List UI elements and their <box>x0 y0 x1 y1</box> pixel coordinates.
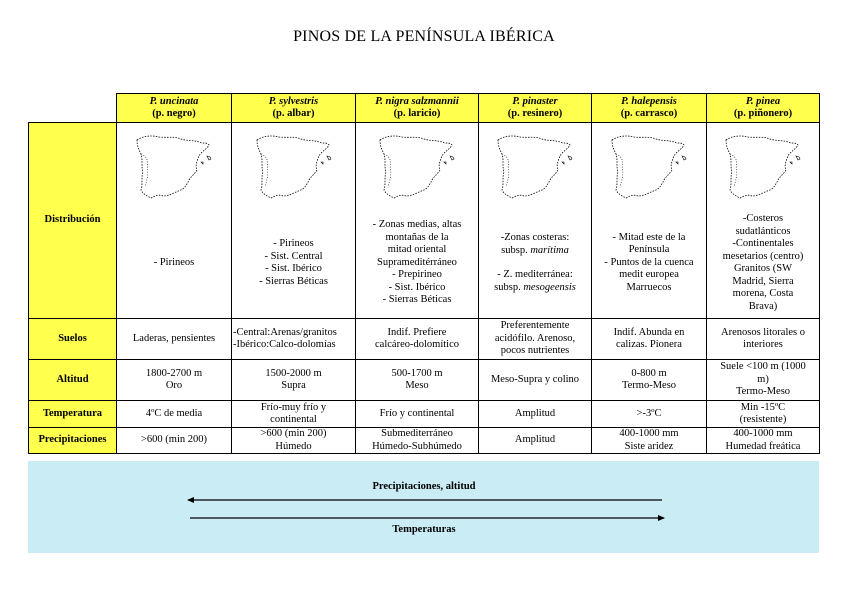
text-line: calcáreo-dolomítico <box>375 339 459 350</box>
text-line: - Sist. Ibérico <box>265 263 322 274</box>
text-line: Humedad freática <box>725 440 801 452</box>
text-line: -Ibérico:Calco-dolomías <box>233 339 336 350</box>
species-latin: P. sylvestris <box>268 95 319 107</box>
text-line: Arenosos litorales o <box>721 326 805 338</box>
text-line: Meso-Supra y colino <box>490 373 580 385</box>
text-line: Indif. Abunda en <box>613 326 685 338</box>
text-line: >-3ºC <box>636 407 662 419</box>
text-line: 4ºC de media <box>145 407 203 419</box>
text-line: - Pirineos <box>273 238 314 249</box>
text-line: morena, Costa <box>732 288 794 299</box>
text-line: Brava) <box>748 300 778 312</box>
text-line: - Sierras Béticas <box>382 294 452 306</box>
text-line: Amplitud <box>514 434 556 446</box>
text-line: Termo-Meso <box>735 386 791 398</box>
text-line: 400-1000 mm <box>733 428 793 439</box>
species-latin: P. pinea <box>745 95 781 107</box>
text-line: Meso <box>405 380 429 391</box>
text-line: Submediterráneo <box>381 428 453 439</box>
text-line: 1500-2000 m <box>265 367 322 379</box>
species-latin: P. nigra salzmannii <box>375 95 459 107</box>
text-line: Frío y continental <box>379 407 455 419</box>
text-line: 1800-2700 m <box>145 367 203 379</box>
text-line: montañas de la <box>385 231 449 243</box>
text-line: Madrid, Sierra <box>732 275 794 287</box>
text-line: Suprameditérráneo <box>377 256 457 268</box>
species-latin: P. halepensis <box>621 95 677 107</box>
text-line: 0-800 m <box>631 367 667 379</box>
gradient-bottom-label: Temperaturas <box>392 524 456 535</box>
text-line: calizas. Pionera <box>616 339 682 350</box>
text-line: Oro <box>165 380 183 391</box>
text-fragment: subsp. <box>494 281 524 293</box>
text-line: Indif. Prefiere <box>387 326 447 338</box>
text-line: Marruecos <box>626 281 672 293</box>
row-label-temperatura: Temperatura <box>29 401 117 428</box>
row-label-distribucion: Distribución <box>29 123 117 319</box>
text-line: >600 (min 200) <box>141 434 207 446</box>
gradient-top-label: Precipitaciones, altitud <box>372 481 476 492</box>
text-line: medit europea <box>619 269 679 281</box>
text-line: -Continentales <box>732 238 794 249</box>
text-line: Península <box>628 244 670 256</box>
text-line: - Puntos de la cuenca <box>604 256 694 268</box>
text-line: interiores <box>743 339 783 350</box>
text-line: Supra <box>281 380 306 391</box>
species-latin: P. uncinata <box>149 95 199 107</box>
species-latin: P. pinaster <box>512 95 558 107</box>
text-line: 400-1000 mm <box>619 428 679 439</box>
text-line: - Pirineos <box>153 256 195 268</box>
text-line: -Zonas costeras: <box>500 232 570 243</box>
text-line: Termo-Meso <box>621 380 677 391</box>
text-line: Min -15ºC <box>740 401 786 413</box>
text-line: Granitos (SW <box>733 263 793 274</box>
subspecies-name: marítima <box>530 244 569 256</box>
row-label-precipitaciones: Precipitaciones <box>29 428 117 454</box>
text-line: Amplitud <box>514 407 556 419</box>
species-common: (p. laricio) <box>393 108 441 119</box>
species-common: (p. resinero) <box>507 108 563 119</box>
row-label-suelos: Suelos <box>29 319 117 360</box>
text-line: - Mitad este de la <box>612 231 686 243</box>
text-line: - Sierras Béticas <box>259 275 328 287</box>
text-line: - Zonas medias, altas <box>372 219 462 231</box>
text-line: m) <box>757 373 769 385</box>
text-line: mitad oriental <box>387 244 447 256</box>
text-line: Siste aridez <box>624 440 674 452</box>
text-line: (resistente) <box>739 414 787 425</box>
species-common: (p. negro) <box>152 108 196 119</box>
text-line: >600 (min 200) <box>260 428 327 439</box>
text-line: acidófilo. Arenoso, <box>494 332 576 344</box>
row-label-altitud: Altitud <box>29 360 117 401</box>
text-line: Húmedo-Subhúmedo <box>372 440 462 452</box>
species-common: (p. albar) <box>272 108 315 119</box>
subspecies-name: mesogeensis <box>523 281 576 293</box>
text-line: - Sist. Ibérico <box>388 281 446 293</box>
text-line: -Costeros <box>742 213 784 224</box>
text-line: sudatlánticos <box>735 225 791 237</box>
text-line: 500-1700 m <box>391 367 443 379</box>
text-line: Suele <100 m (1000 <box>720 361 806 373</box>
text-line: continental <box>270 414 317 425</box>
text-line: -Central:Arenas/granitos <box>233 326 337 338</box>
text-line: pocos nutrientes <box>500 345 570 357</box>
text-line: Preferentemente <box>500 320 570 332</box>
species-common: (p. piñonero) <box>733 108 793 119</box>
text-line: mesetarios (centro) <box>722 250 804 262</box>
text-line: - Prepirineo <box>392 269 442 281</box>
text-line: Frío-muy frío y <box>260 401 327 413</box>
text-fragment: subsp. <box>501 244 531 256</box>
species-common: (p. carrasco) <box>620 108 678 119</box>
page-title: PINOS DE LA PENÍNSULA IBÉRICA <box>293 28 555 45</box>
text-line: - Z. mediterránea: <box>497 269 573 280</box>
text-line: - Sist. Central <box>264 250 323 262</box>
text-line: Laderas, pensientes <box>132 332 216 344</box>
text-line: Húmedo <box>275 440 312 452</box>
